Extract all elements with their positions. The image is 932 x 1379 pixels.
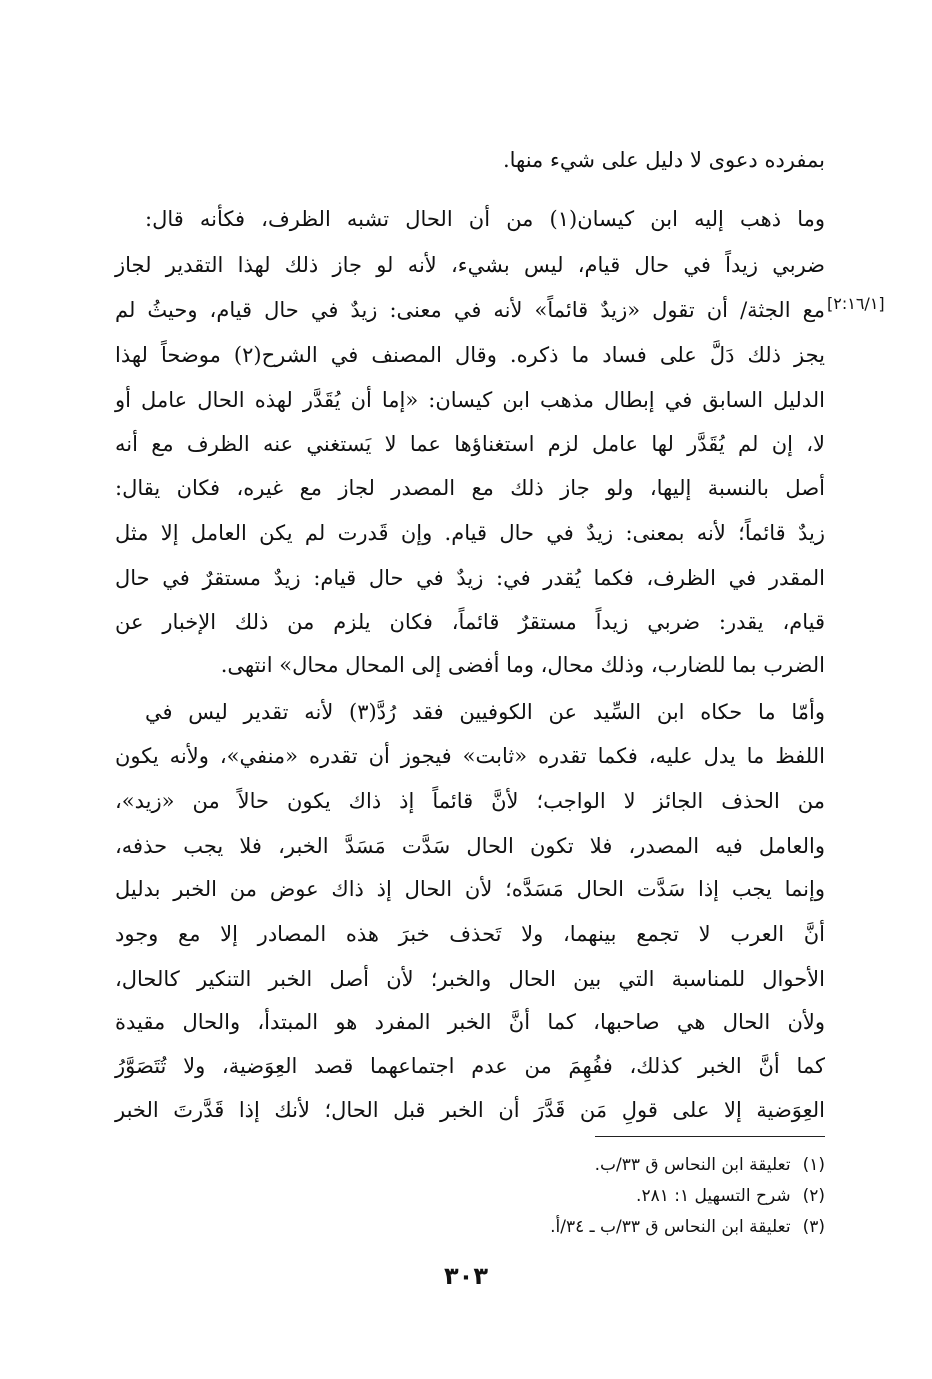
footnote-text: تعليقة ابن النحاس ق ٣٣/ب. (594, 1155, 791, 1175)
text-line: يجز ذلك دَلَّ على فساد ما ذكره. وقال المصنف في الشرح(٢) موضحاً لهذا (115, 343, 825, 367)
text-line: الضرب بما للضارب، وذلك محال، وما أفضى إلى المحال محال» انتهى. (220, 653, 825, 677)
footnote-number: (٢) (802, 1186, 825, 1206)
text-line: أنَّ العرب لا تجمع بينهما، ولا تَحذف خبرَ هذه المصادر إلا مع وجود (115, 922, 825, 946)
footnote-separator (595, 1136, 825, 1137)
text-line: قيام، يقدر: ضربي زيداً مستقرٌ قائماً، فكان يلزم من ذلك الإخبار عن (115, 610, 825, 634)
text-line: أصل بالنسبة إليها، ولو جاز ذلك مع المصدر لجاز مع غيره، فكان يقال: (115, 476, 825, 500)
footnote-number: (١) (802, 1155, 825, 1175)
page-number: ٣٠٣ (444, 1262, 488, 1290)
footnote (115, 1212, 825, 1242)
text-line: بمفرده دعوى لا دليل على شيء منها. (502, 148, 825, 172)
text-line: الأحوال للمناسبة التي بين الحال والخبر؛ لأن أصل الخبر التنكير كالحال، (115, 967, 825, 991)
footnote (115, 1181, 825, 1211)
text-line: كما أنَّ الخبر كذلك، ففُهِمَ من عدم اجتماعهما قصد العِوَضية، ولا تُتَصَوَّرُ (115, 1054, 825, 1078)
text-line: ضربي زيداً في حال قيام، ليس بشيء، لأنه لو جاز ذلك لهذا التقدير لجاز (115, 253, 825, 277)
text-line: العِوَضية إلا على قولِ مَن قَدَّرَ أن الخبر قبل الحال؛ لأنك إذا قَدَّرتَ الخبر (115, 1098, 825, 1122)
text-line: وإنما يجب إذا سَدَّت الحال مَسَدَّه؛ لأن الحال إذ ذاك عوض من الخبر بدليل (115, 877, 825, 901)
text-line: من الحذف الجائز لا الواجب؛ لأنَّ قائماً إذ ذاك يكون حالاً من «زيد»، (115, 789, 825, 813)
manuscript-folio-reference: [٢:١٦/١] (827, 294, 885, 313)
text-line: المقدر في الظرف، فكما يُقدر في: زيدٌ في حال قيام: زيدٌ مستقرٌ في حال (115, 566, 825, 590)
text-line: وأمّا ما حكاه ابن السِّيد عن الكوفيين فقد رُدَّ(٣) لأنه تقدير ليس في (145, 700, 825, 724)
text-line: وما ذهب إليه ابن كيسان(١) من أن الحال تشبه الظرف، فكأنه قال: (145, 207, 825, 231)
text-line: والعامل فيه المصدر، فلا تكون الحال سَدَّت مَسَدَّ الخبر، فلا يجب حذفه، (115, 834, 825, 858)
footnote-text: تعليقة ابن النحاس ق ٣٣/ب ـ ٣٤/أ. (550, 1217, 791, 1237)
text-line: اللفظ ما يدل عليه، فكما تقدره «ثابت» فيجوز أن تقدره «منفي»، ولأنه يكون (115, 744, 825, 768)
footnote (115, 1150, 825, 1180)
text-line: زيدٌ قائماً؛ لأنه بمعنى: زيدٌ في حال قيام. وإن قَدرت لم يكن العامل إلا مثل (115, 521, 825, 545)
text-line: ولأن الحال هي صاحبها، كما أنَّ الخبر المفرد هو المبتدأ، والحال مقيدة (115, 1010, 825, 1034)
text-line: لا، إن لم يُقَدَّر لها عامل لزم استغناؤها عما لا يَستغني عنه الظرف مع أنه (115, 432, 825, 456)
text-line: مع الجثة/ أن تقول «زيدٌ قائماً» لأنه في معنى: زيدٌ في حال قيام، وحيثُ لم (115, 298, 825, 322)
footnote-text: شرح التسهيل ١: ٢٨١. (636, 1186, 791, 1206)
text-line: الدليل السابق في إبطال مذهب ابن كيسان: «إما أن يُقَدَّر لهذه الحال عامل أو (115, 388, 825, 412)
footnote-number: (٣) (802, 1217, 825, 1237)
